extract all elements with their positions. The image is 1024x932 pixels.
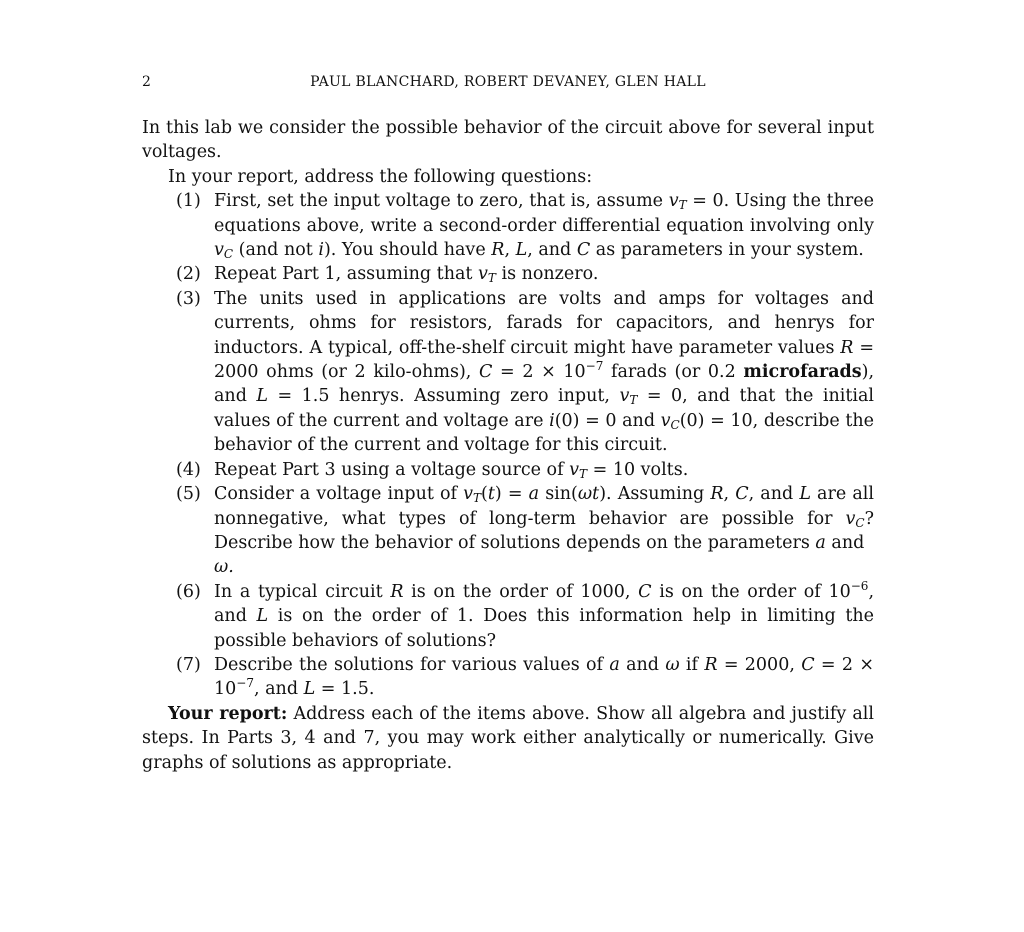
body-text (142, 116, 874, 775)
question-item (142, 287, 874, 458)
question-text: In a typical circuit R is on the order of 1000, C is on the order of $10^{-6}$, and L is on the order of 1. Does this information help in limiting the possible behaviors of solutions? (214, 578, 875, 651)
question-text: The units used in applications are volts and amps for voltages and currents, ohms for resistors, farads for capacitors, and henrys for inductors. A typical, off-the-shelf circuit might have parameter values R = 2000 ohms (or 2 kilo-ohms), $C = 2 \times 10^{-7}$ farads (or 0.2 microfarads), and L = 1.5 henrys. Assuming zero input, $v_T = 0$, and that the initial values of the current and voltage are i(0) = 0 and $v_C(0) = 10$, describe the behavior of the current and voltage for this circuit. (214, 288, 875, 456)
question-item (142, 262, 874, 286)
report-text: Address each of the items above. Show all algebra and justify all steps. In Parts 3, 4 and 7, you may work either analytically or numerically. Give graphs of solutions as appropriate. (142, 703, 874, 773)
question-item (142, 189, 874, 262)
questions-prompt: In your report, address the following questions: (168, 166, 593, 187)
question-text: Consider a voltage input of $v_T(t) = a$ sin(ωt). Assuming R, C, and L are all nonnegative, what types of long-term behavior are possible for $v_C$? Describe how the behavior of solutions depends on the parameters a and ω. (214, 484, 874, 578)
question-item (142, 458, 874, 482)
question-item (142, 580, 874, 653)
question-number: (2) (176, 264, 201, 285)
intro-paragraph: In this lab we consider the possible behavior of the circuit above for several input voltages. (142, 118, 874, 163)
page-number: 2 (142, 74, 151, 90)
report-label: Your report: (168, 703, 288, 724)
question-item (142, 653, 874, 702)
question-number: (7) (176, 654, 201, 675)
question-text: First, set the input voltage to zero, that is, assume $v_T = 0$. Using the three equations above, write a second-order differential equation involving only $v_C$ (and not i). You should have R, L, and C as parameters in your system. (214, 191, 875, 262)
question-number: (3) (176, 288, 201, 309)
question-text: Repeat Part 1, assuming that $v_T$ is nonzero. (214, 264, 599, 286)
running-head: PAUL BLANCHARD, ROBERT DEVANEY, GLEN HALL (310, 74, 706, 90)
page-header (142, 70, 874, 92)
question-list (142, 189, 874, 702)
question-number: (4) (176, 459, 201, 480)
question-text: Repeat Part 3 using a voltage source of $v_T = 10$ volts. (214, 459, 689, 481)
report-paragraph (142, 702, 874, 775)
question-number: (6) (176, 581, 201, 602)
question-text: Describe the solutions for various values of a and ω if R = 2000, $C = 2 \times 10^{-7}$, and L = 1.5. (214, 654, 874, 700)
question-number: (1) (176, 191, 201, 212)
question-number: (5) (176, 484, 201, 505)
question-item (142, 482, 874, 580)
